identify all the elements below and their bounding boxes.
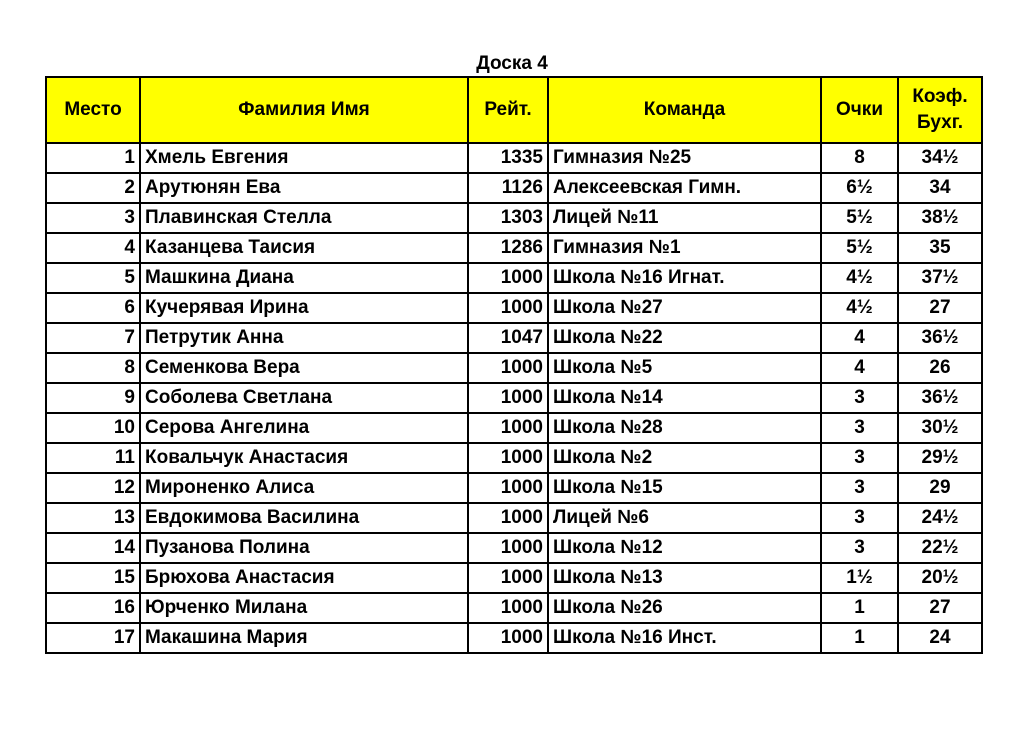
header-points: Очки xyxy=(821,77,898,143)
cell-name: Евдокимова Василина xyxy=(140,503,468,533)
table-row xyxy=(46,173,982,203)
table-row xyxy=(46,533,982,563)
cell-name: Арутюнян Ева xyxy=(140,173,468,203)
cell-name: Плавинская Стелла xyxy=(140,203,468,233)
cell-coef: 34 xyxy=(898,173,982,203)
cell-place: 12 xyxy=(46,473,140,503)
cell-team: Школа №14 xyxy=(548,383,821,413)
cell-place: 10 xyxy=(46,413,140,443)
table-row xyxy=(46,413,982,443)
cell-place: 6 xyxy=(46,293,140,323)
cell-rating: 1303 xyxy=(468,203,548,233)
cell-coef: 34½ xyxy=(898,143,982,173)
cell-place: 3 xyxy=(46,203,140,233)
cell-rating: 1000 xyxy=(468,383,548,413)
cell-coef: 24½ xyxy=(898,503,982,533)
cell-points: 1½ xyxy=(821,563,898,593)
table-row xyxy=(46,353,982,383)
cell-place: 11 xyxy=(46,443,140,473)
cell-coef: 29½ xyxy=(898,443,982,473)
cell-team: Школа №26 xyxy=(548,593,821,623)
cell-coef: 26 xyxy=(898,353,982,383)
cell-name: Серова Ангелина xyxy=(140,413,468,443)
cell-rating: 1000 xyxy=(468,593,548,623)
cell-team: Школа №28 xyxy=(548,413,821,443)
cell-points: 3 xyxy=(821,473,898,503)
table-row xyxy=(46,383,982,413)
cell-points: 5½ xyxy=(821,233,898,263)
cell-rating: 1126 xyxy=(468,173,548,203)
cell-rating: 1000 xyxy=(468,533,548,563)
header-place: Место xyxy=(46,77,140,143)
cell-rating: 1000 xyxy=(468,263,548,293)
cell-coef: 36½ xyxy=(898,323,982,353)
header-coef-line1: Коэф. xyxy=(912,86,968,107)
header-coef-line2: Бухг. xyxy=(916,112,964,133)
cell-name: Машкина Диана xyxy=(140,263,468,293)
cell-name: Ковальчук Анастасия xyxy=(140,443,468,473)
page-title: Доска 4 xyxy=(476,53,548,74)
cell-coef: 27 xyxy=(898,593,982,623)
cell-points: 1 xyxy=(821,623,898,653)
cell-name: Казанцева Таисия xyxy=(140,233,468,263)
cell-name: Хмель Евгения xyxy=(140,143,468,173)
cell-rating: 1047 xyxy=(468,323,548,353)
cell-coef: 24 xyxy=(898,623,982,653)
cell-team: Школа №27 xyxy=(548,293,821,323)
cell-rating: 1000 xyxy=(468,293,548,323)
cell-rating: 1000 xyxy=(468,623,548,653)
cell-team: Гимназия №1 xyxy=(548,233,821,263)
cell-name: Мироненко Алиса xyxy=(140,473,468,503)
cell-rating: 1000 xyxy=(468,473,548,503)
cell-points: 3 xyxy=(821,413,898,443)
header-name: Фамилия Имя xyxy=(140,77,468,143)
cell-points: 1 xyxy=(821,593,898,623)
cell-coef: 27 xyxy=(898,293,982,323)
cell-team: Гимназия №25 xyxy=(548,143,821,173)
cell-place: 5 xyxy=(46,263,140,293)
results-table xyxy=(45,76,983,654)
cell-rating: 1000 xyxy=(468,413,548,443)
table-row xyxy=(46,473,982,503)
cell-name: Брюхова Анастасия xyxy=(140,563,468,593)
cell-coef: 22½ xyxy=(898,533,982,563)
cell-points: 8 xyxy=(821,143,898,173)
cell-points: 5½ xyxy=(821,203,898,233)
cell-rating: 1000 xyxy=(468,503,548,533)
cell-points: 3 xyxy=(821,443,898,473)
cell-place: 16 xyxy=(46,593,140,623)
table-row xyxy=(46,233,982,263)
cell-team: Школа №5 xyxy=(548,353,821,383)
cell-rating: 1000 xyxy=(468,353,548,383)
cell-points: 3 xyxy=(821,503,898,533)
cell-place: 15 xyxy=(46,563,140,593)
cell-place: 14 xyxy=(46,533,140,563)
cell-name: Соболева Светлана xyxy=(140,383,468,413)
cell-place: 17 xyxy=(46,623,140,653)
table-row xyxy=(46,323,982,353)
cell-coef: 37½ xyxy=(898,263,982,293)
table-row xyxy=(46,203,982,233)
cell-place: 13 xyxy=(46,503,140,533)
cell-rating: 1335 xyxy=(468,143,548,173)
cell-team: Школа №16 Игнат. xyxy=(548,263,821,293)
header-coef xyxy=(898,77,982,143)
cell-team: Школа №16 Инст. xyxy=(548,623,821,653)
cell-points: 3 xyxy=(821,533,898,563)
cell-points: 4 xyxy=(821,353,898,383)
table-header-row xyxy=(46,77,982,143)
cell-coef: 20½ xyxy=(898,563,982,593)
table-row xyxy=(46,443,982,473)
cell-coef: 29 xyxy=(898,473,982,503)
cell-name: Юрченко Милана xyxy=(140,593,468,623)
cell-coef: 30½ xyxy=(898,413,982,443)
cell-team: Лицей №11 xyxy=(548,203,821,233)
cell-team: Школа №13 xyxy=(548,563,821,593)
table-row xyxy=(46,503,982,533)
cell-name: Петрутик Анна xyxy=(140,323,468,353)
cell-rating: 1286 xyxy=(468,233,548,263)
header-rating: Рейт. xyxy=(468,77,548,143)
cell-rating: 1000 xyxy=(468,563,548,593)
cell-points: 4 xyxy=(821,323,898,353)
cell-rating: 1000 xyxy=(468,443,548,473)
cell-points: 6½ xyxy=(821,173,898,203)
cell-coef: 38½ xyxy=(898,203,982,233)
cell-team: Школа №12 xyxy=(548,533,821,563)
cell-team: Школа №15 xyxy=(548,473,821,503)
cell-points: 3 xyxy=(821,383,898,413)
cell-team: Школа №2 xyxy=(548,443,821,473)
cell-team: Школа №22 xyxy=(548,323,821,353)
cell-name: Макашина Мария xyxy=(140,623,468,653)
cell-team: Алексеевская Гимн. xyxy=(548,173,821,203)
cell-place: 8 xyxy=(46,353,140,383)
cell-team: Лицей №6 xyxy=(548,503,821,533)
cell-coef: 36½ xyxy=(898,383,982,413)
cell-points: 4½ xyxy=(821,293,898,323)
cell-place: 2 xyxy=(46,173,140,203)
cell-points: 4½ xyxy=(821,263,898,293)
table-row xyxy=(46,563,982,593)
table-row xyxy=(46,593,982,623)
cell-name: Семенкова Вера xyxy=(140,353,468,383)
table-row xyxy=(46,263,982,293)
cell-name: Кучерявая Ирина xyxy=(140,293,468,323)
table-row xyxy=(46,623,982,653)
cell-place: 9 xyxy=(46,383,140,413)
cell-place: 1 xyxy=(46,143,140,173)
table-row xyxy=(46,143,982,173)
cell-place: 7 xyxy=(46,323,140,353)
header-team: Команда xyxy=(548,77,821,143)
cell-coef: 35 xyxy=(898,233,982,263)
cell-name: Пузанова Полина xyxy=(140,533,468,563)
table-row xyxy=(46,293,982,323)
cell-place: 4 xyxy=(46,233,140,263)
